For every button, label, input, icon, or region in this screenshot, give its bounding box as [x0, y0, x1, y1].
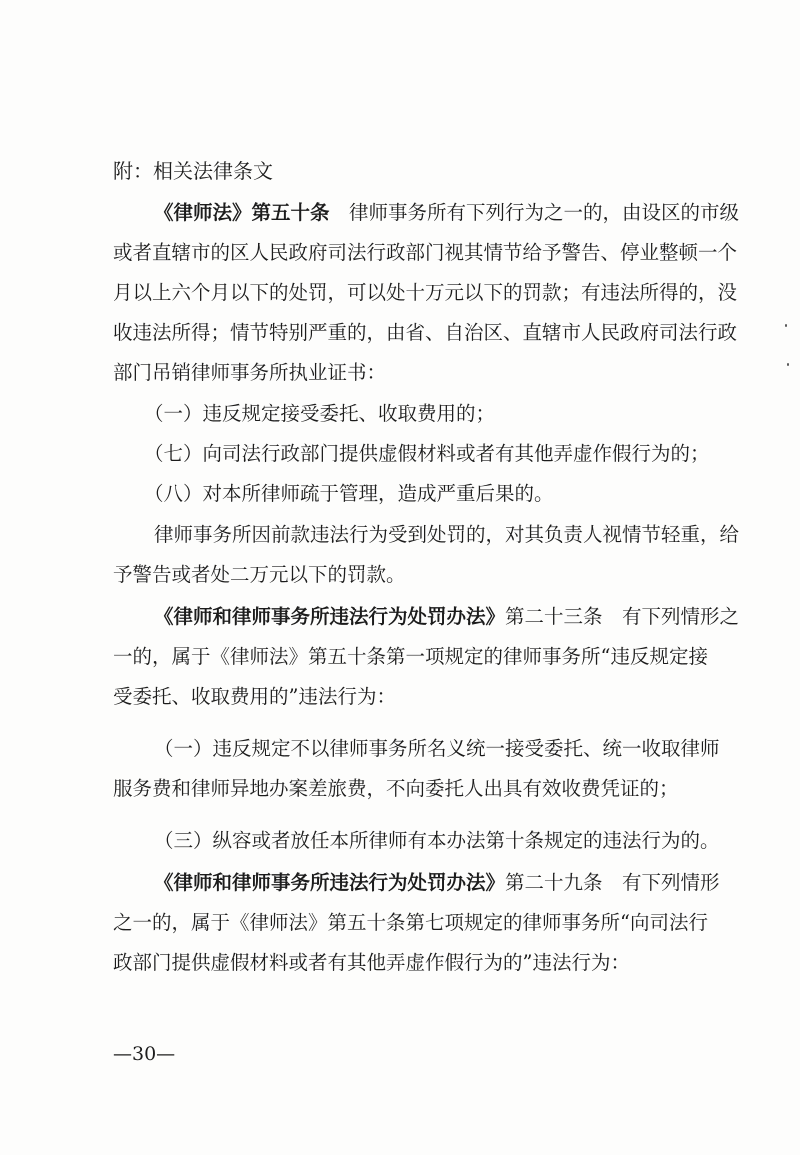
article-paragraph-line: 政部门提供虚假材料或者有其他弄虚作假行为的”违法行为：	[113, 951, 630, 974]
article-paragraph-line: 一的，属于《律师法》第五十条第一项规定的律师事务所“违反规定接	[113, 645, 708, 668]
article-paragraph-line	[154, 870, 720, 896]
article-item: （一）违反规定接受委托、收取费用的；	[144, 402, 496, 425]
attachment-heading: 附：相关法律条文	[113, 159, 273, 183]
article-paragraph-line: 律师事务所因前款违法行为受到处罚的，对其负责人视情节轻重，给	[154, 523, 740, 546]
article-text: 第二十九条 有下列情形	[505, 871, 720, 894]
article-item: （三）纵容或者放任本所律师有本办法第十条规定的违法行为的。	[154, 829, 720, 852]
law-article-title: 《律师和律师事务所违法行为处罚办法》	[154, 871, 506, 894]
article-paragraph-line: 受委托、收取费用的”违法行为：	[113, 685, 396, 708]
article-item: （一）违反规定不以律师事务所名义统一接受委托、统一收取律师	[154, 737, 720, 760]
article-paragraph-line: 予警告或者处二万元以下的罚款。	[113, 563, 406, 586]
scan-speck	[787, 363, 789, 366]
article-paragraph-line: 收违法所得；情节特别严重的，由省、自治区、直辖市人民政府司法行政	[113, 321, 738, 344]
law-article-title: 《律师法》第五十条	[154, 201, 330, 224]
article-text: 律师事务所有下列行为之一的，由设区的市级	[349, 201, 740, 224]
article-item: （七）向司法行政部门提供虚假材料或者有其他弄虚作假行为的；	[144, 442, 710, 465]
article-paragraph-line: 或者直辖市的区人民政府司法行政部门视其情节给予警告、停业整顿一个	[113, 241, 738, 264]
article-paragraph-line: 月以上六个月以下的处罚，可以处十万元以下的罚款；有违法所得的，没	[113, 281, 738, 304]
scan-speck	[785, 324, 787, 327]
law-article-title: 《律师和律师事务所违法行为处罚办法》	[154, 605, 506, 628]
article-text: 第二十三条 有下列情形之	[505, 605, 740, 628]
article-paragraph-line: 之一的，属于《律师法》第五十条第七项规定的律师事务所“向司法行	[113, 911, 708, 934]
article-item: 服务费和律师异地办案差旅费，不向委托人出具有效收费凭证的；	[113, 777, 679, 800]
article-paragraph-line	[154, 604, 739, 630]
article-paragraph-line: 部门吊销律师事务所执业证书：	[113, 361, 387, 384]
page-number: —30—	[113, 1043, 176, 1065]
article-paragraph-line	[154, 200, 739, 226]
article-item: （八）对本所律师疏于管理，造成严重后果的。	[144, 482, 554, 505]
